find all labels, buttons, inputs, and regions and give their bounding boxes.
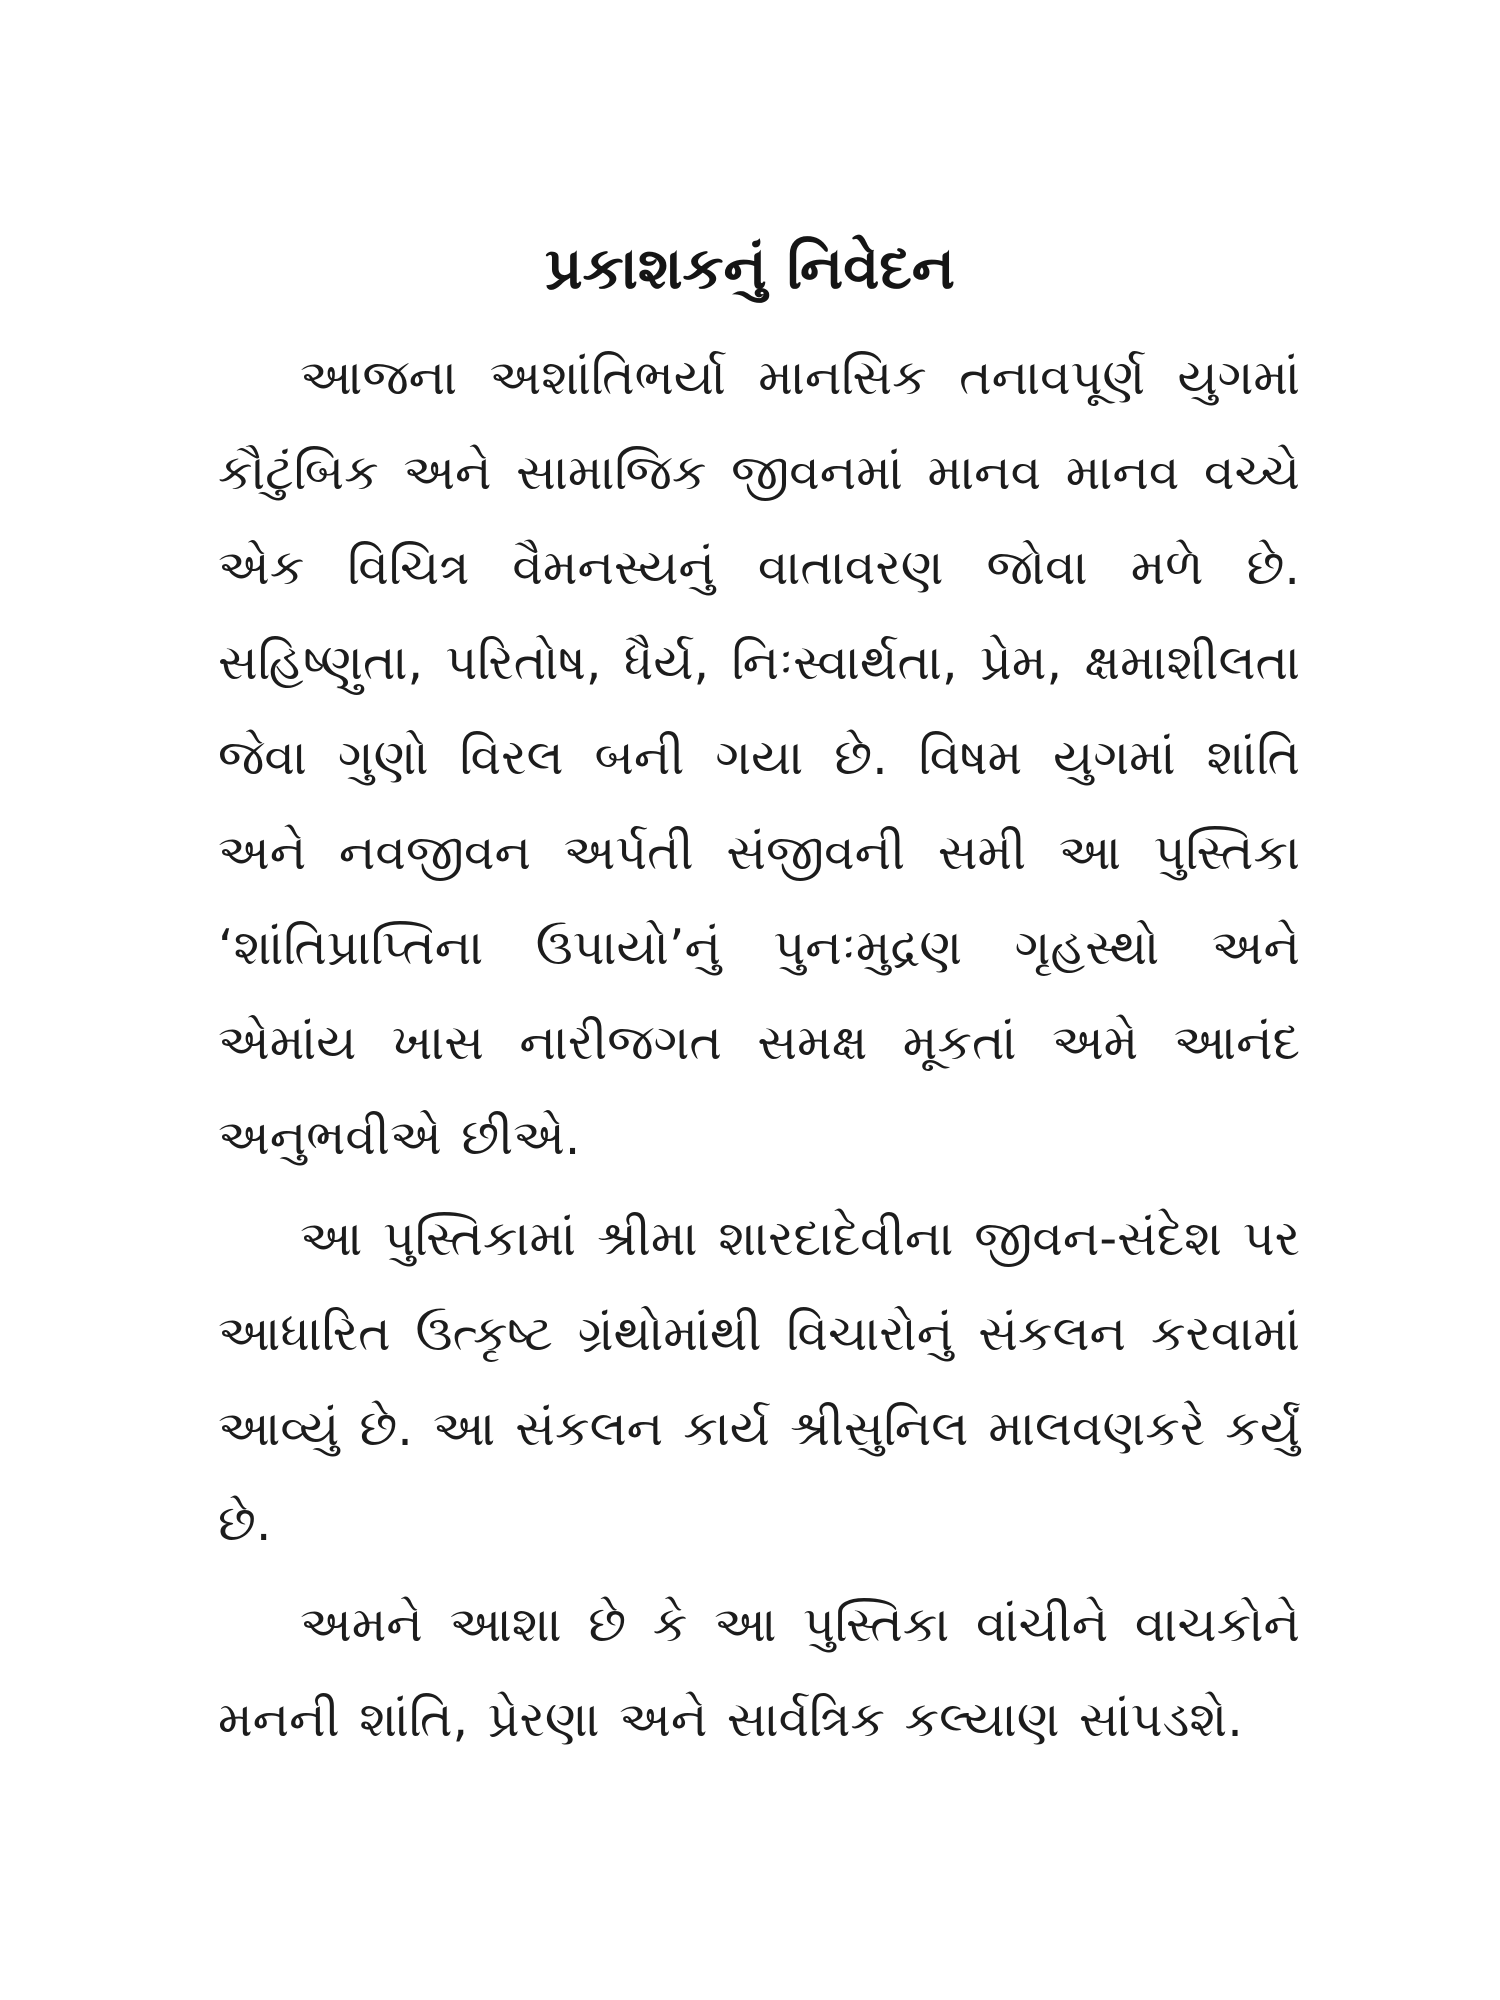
paragraph-2: આ પુસ્તિકામાં શ્રીમા શારદાદેવીના જીવન-સંદેશ પર આધારિત ઉત્કૃષ્ટ ગ્રંથોમાંથી વિચારોનું સંકલન કરવામાં આવ્યું છે. આ સંકલન કાર્ય શ્રીસુનિલ માલવણકરે કર્યું છે. [218,1210,1300,1552]
page-title: પ્રકાશકનું નિવેદન [545,234,955,302]
paragraph-1: આજના અશાંતિભર્યા માનસિક તનાવપૂર્ણ યુગમાં કૌટુંબિક અને સામાજિક જીવનમાં માનવ માનવ વચ્ચે એક વિચિત્ર વૈમનસ્યનું વાતાવરણ જોવા મળે છે. સહિષ્ણુતા, પરિતોષ, ધૈર્ય, નિઃસ્વાર્થતા, પ્રેમ, ક્ષમાશીલતા જેવા ગુણો વિરલ બની ગયા છે. વિષમ યુગમાં શાંતિ અને નવજીવન અર્પતી સંજીવની સમી આ પુસ્તિકા ‘શાંતિપ્રાપ્તિના ઉપાયો’નું પુનઃમુદ્રણ ગૃહસ્થો અને એમાંય ખાસ નારીજગત સમક્ષ મૂકતાં અમે આનંદ અનુભવીએ છીએ. [218,349,1300,1166]
document-body [218,330,1300,1767]
paragraph-3: અમને આશા છે કે આ પુસ્તિકા વાંચીને વાચકોને મનની શાંતિ, પ્રેરણા અને સાર્વત્રિક કલ્યાણ સાંપડશે. [218,1596,1300,1748]
